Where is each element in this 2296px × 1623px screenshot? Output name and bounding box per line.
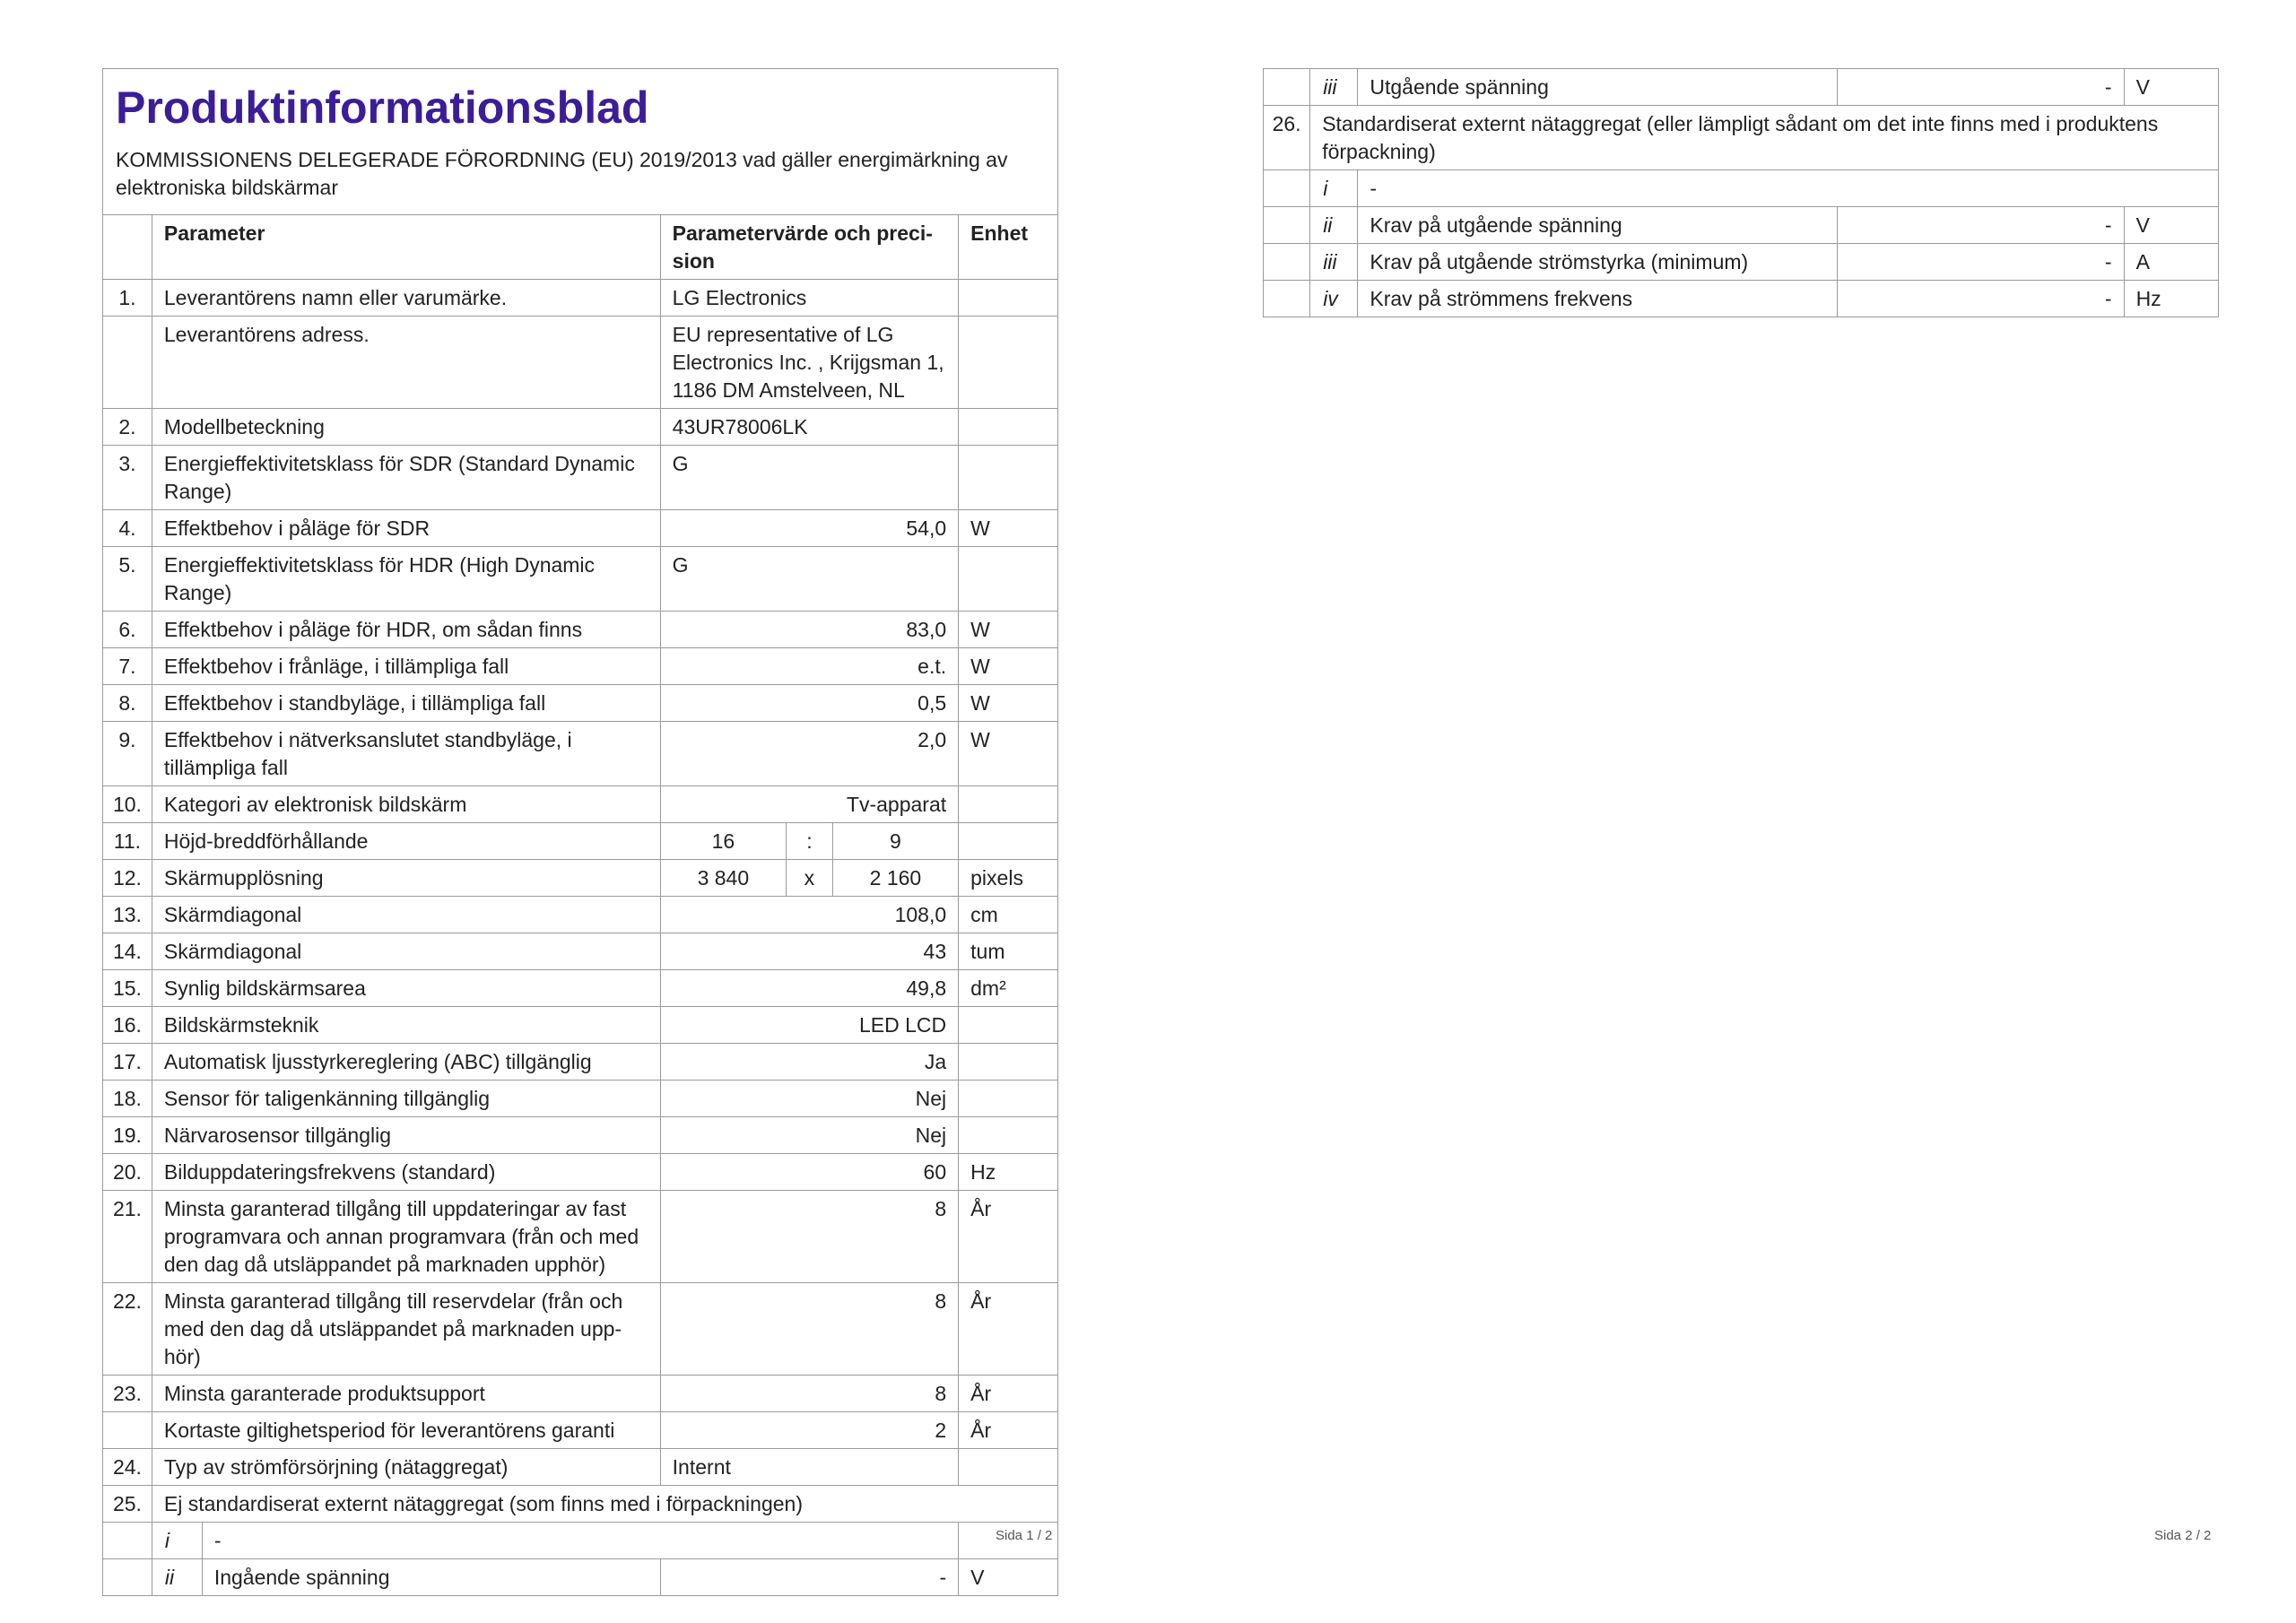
product-info-table-continued	[1263, 68, 2219, 317]
parameter-cell: Närvarosensor tillgänglig	[152, 1117, 660, 1154]
unit-cell: V	[2124, 69, 2218, 106]
unit-cell	[959, 1081, 1058, 1117]
unit-cell: Hz	[959, 1154, 1058, 1191]
unit-cell: cm	[959, 897, 1058, 933]
row-number: 16.	[103, 1007, 152, 1044]
value-cell: Ja	[660, 1044, 958, 1081]
value-cell: 54,0	[660, 510, 958, 547]
value-cell: 8	[660, 1191, 958, 1283]
parameter-cell: Krav på utgående strömstyrka (minimum)	[1358, 244, 1838, 281]
row-number: 17.	[103, 1044, 152, 1081]
parameter-cell: Utgående spänning	[1358, 69, 1838, 106]
row-number: 5.	[103, 547, 152, 612]
parameter-cell: Typ av strömförsörjning (nätaggregat)	[152, 1449, 660, 1486]
unit-cell	[959, 1007, 1058, 1044]
unit-cell: År	[959, 1412, 1058, 1449]
unit-cell: A	[2124, 244, 2218, 281]
value-cell: 43	[660, 933, 958, 970]
row-number: 4.	[103, 510, 152, 547]
parameter-cell: Leverantörens namn eller varumärke.	[152, 280, 660, 317]
parameter-cell: Effektbehov i standbyläge, i tillämpliga fall	[152, 685, 660, 722]
parameter-cell: Leverantörens adress.	[152, 317, 660, 409]
parameter-cell: Standardiserat externt nätaggregat (eller lämpligt sådant om det inte finns med i produktens förpackning)	[1310, 106, 2219, 170]
unit-cell	[959, 547, 1058, 612]
row-number: 6.	[103, 612, 152, 648]
row-number: 20.	[103, 1154, 152, 1191]
parameter-cell: Skärmdiagonal	[152, 933, 660, 970]
row-number: 15.	[103, 970, 152, 1007]
value-cell: -	[1838, 69, 2124, 106]
product-info-table	[102, 68, 1058, 1596]
unit-cell: V	[959, 1559, 1058, 1596]
unit-cell	[959, 1449, 1058, 1486]
value-cell: 60	[660, 1154, 958, 1191]
table-row	[103, 510, 1058, 547]
unit-cell: W	[959, 648, 1058, 685]
table-row	[103, 685, 1058, 722]
page-1	[102, 68, 1058, 1596]
parameter-cell: Minsta garanterade produktsupport	[152, 1376, 660, 1412]
row-number: 18.	[103, 1081, 152, 1117]
row-number: 11.	[103, 823, 152, 860]
document-subtitle: KOMMISSIONENS DELEGERADE FÖRORDNING (EU) 2019/2013 vad gäller energimärkning av elektroniska bildskärmar	[116, 148, 1008, 199]
parameter-cell: -	[1358, 170, 2219, 207]
table-row	[103, 1117, 1058, 1154]
parameter-cell: Energieffektivitetsklass för HDR (High Dynamic Range)	[152, 547, 660, 612]
header-parameter: Parameter	[152, 215, 660, 280]
value-cell: 0,5	[660, 685, 958, 722]
value-cell: LED LCD	[660, 1007, 958, 1044]
row-number-empty	[103, 1559, 152, 1596]
value-cell: e.t.	[660, 648, 958, 685]
parameter-cell: Minsta garanterad tillgång till reservdelar (från och med den dag då utsläppandet på marknaden upp-hör)	[152, 1283, 660, 1376]
row-number-empty	[1264, 207, 1310, 244]
value-part-b: 9	[832, 823, 958, 860]
table-row	[103, 1007, 1058, 1044]
unit-cell	[959, 1117, 1058, 1154]
value-cell: -	[1838, 281, 2124, 317]
table-row	[103, 409, 1058, 446]
table-row	[1264, 106, 2219, 170]
unit-cell: År	[959, 1376, 1058, 1412]
row-number: 26.	[1264, 106, 1310, 170]
table-row	[1264, 170, 2219, 207]
table-row	[103, 897, 1058, 933]
value-cell: 49,8	[660, 970, 958, 1007]
unit-cell	[959, 1044, 1058, 1081]
table-row	[103, 823, 1058, 860]
row-number: 14.	[103, 933, 152, 970]
table-row	[103, 612, 1058, 648]
row-number: 12.	[103, 860, 152, 897]
row-number: 13.	[103, 897, 152, 933]
value-separator: :	[787, 823, 833, 860]
unit-cell	[959, 317, 1058, 409]
sub-index: i	[152, 1523, 202, 1559]
parameter-cell: Kortaste giltighetsperiod för leverantörens garanti	[152, 1412, 660, 1449]
table-row	[103, 933, 1058, 970]
sub-index: ii	[152, 1559, 202, 1596]
row-number: 22.	[103, 1283, 152, 1376]
value-cell: -	[660, 1559, 958, 1596]
row-number: 19.	[103, 1117, 152, 1154]
unit-cell	[959, 280, 1058, 317]
sub-index: iii	[1310, 69, 1358, 106]
value-cell: 43UR78006LK	[660, 409, 958, 446]
table-row	[103, 1154, 1058, 1191]
unit-cell: W	[959, 510, 1058, 547]
parameter-cell: Modellbeteckning	[152, 409, 660, 446]
header-unit: Enhet	[959, 215, 1058, 280]
row-number: 7.	[103, 648, 152, 685]
table-row	[103, 1283, 1058, 1376]
parameter-cell: Ingående spänning	[202, 1559, 660, 1596]
table-row	[103, 1412, 1058, 1449]
unit-cell: dm²	[959, 970, 1058, 1007]
value-cell: 2,0	[660, 722, 958, 786]
row-number: 24.	[103, 1449, 152, 1486]
unit-cell: pixels	[959, 860, 1058, 897]
table-row	[1264, 69, 2219, 106]
header-number	[103, 215, 152, 280]
sub-index: ii	[1310, 207, 1358, 244]
parameter-cell: Bildskärmsteknik	[152, 1007, 660, 1044]
table-row	[103, 446, 1058, 510]
parameter-cell: Effektbehov i påläge för SDR	[152, 510, 660, 547]
parameter-cell: Synlig bildskärmsarea	[152, 970, 660, 1007]
table-row	[103, 970, 1058, 1007]
unit-cell: V	[2124, 207, 2218, 244]
row-number-empty	[1264, 170, 1310, 207]
table-row	[103, 1523, 1058, 1559]
row-number-empty	[1264, 281, 1310, 317]
value-cell: 2	[660, 1412, 958, 1449]
table-row	[103, 860, 1058, 897]
table-row	[103, 648, 1058, 685]
unit-cell	[959, 409, 1058, 446]
parameter-cell: Energieffektivitetsklass för SDR (Standard Dynamic Range)	[152, 446, 660, 510]
page-number-2: Sida 2 / 2	[2154, 1528, 2212, 1543]
parameter-cell: Sensor för taligenkänning tillgänglig	[152, 1081, 660, 1117]
row-number-empty	[1264, 244, 1310, 281]
table-row	[103, 1081, 1058, 1117]
table-row	[103, 1191, 1058, 1283]
parameter-cell: Krav på utgående spänning	[1358, 207, 1838, 244]
unit-cell	[959, 786, 1058, 823]
sub-index: iii	[1310, 244, 1358, 281]
table-row	[103, 547, 1058, 612]
page-number-1: Sida 1 / 2	[996, 1528, 1053, 1543]
unit-cell: År	[959, 1191, 1058, 1283]
value-cell: Tv-apparat	[660, 786, 958, 823]
table-row	[1264, 207, 2219, 244]
table-row	[103, 1559, 1058, 1596]
row-number: 21.	[103, 1191, 152, 1283]
value-cell: -	[1838, 244, 2124, 281]
parameter-cell: Skärmupplösning	[152, 860, 660, 897]
value-cell: LG Electronics	[660, 280, 958, 317]
unit-cell: W	[959, 685, 1058, 722]
sub-index: i	[1310, 170, 1358, 207]
table-row	[103, 317, 1058, 409]
table-row	[103, 1449, 1058, 1486]
table-row	[103, 1044, 1058, 1081]
value-cell: G	[660, 446, 958, 510]
table-row	[1264, 244, 2219, 281]
parameter-cell: Automatisk ljusstyrkereglering (ABC) tillgänglig	[152, 1044, 660, 1081]
value-cell: -	[1838, 207, 2124, 244]
row-number	[103, 317, 152, 409]
row-number: 8.	[103, 685, 152, 722]
row-number: 25.	[103, 1486, 152, 1523]
unit-cell	[959, 823, 1058, 860]
unit-cell	[959, 446, 1058, 510]
table-row	[103, 786, 1058, 823]
parameter-cell: Bilduppdateringsfrekvens (standard)	[152, 1154, 660, 1191]
value-cell: 83,0	[660, 612, 958, 648]
unit-cell: W	[959, 612, 1058, 648]
table-row	[103, 1486, 1058, 1523]
value-separator: x	[787, 860, 833, 897]
row-number: 1.	[103, 280, 152, 317]
unit-cell: W	[959, 722, 1058, 786]
row-number-empty	[103, 1523, 152, 1559]
row-number: 9.	[103, 722, 152, 786]
value-part-a: 16	[660, 823, 786, 860]
row-number: 23.	[103, 1376, 152, 1412]
parameter-cell: Effektbehov i frånläge, i tillämpliga fall	[152, 648, 660, 685]
unit-cell: tum	[959, 933, 1058, 970]
parameter-cell: Höjd-breddförhållande	[152, 823, 660, 860]
row-number: 3.	[103, 446, 152, 510]
value-cell: G	[660, 547, 958, 612]
value-cell: 108,0	[660, 897, 958, 933]
parameter-cell: Krav på strömmens frekvens	[1358, 281, 1838, 317]
table-row	[103, 722, 1058, 786]
parameter-cell: Kategori av elektronisk bildskärm	[152, 786, 660, 823]
unit-cell: År	[959, 1283, 1058, 1376]
header-cell	[103, 69, 1058, 215]
sub-index: iv	[1310, 281, 1358, 317]
table-row	[103, 280, 1058, 317]
parameter-cell: Skärmdiagonal	[152, 897, 660, 933]
value-cell: 8	[660, 1283, 958, 1376]
value-cell: EU representative of LG Electronics Inc. , Krijgsman 1, 1186 DM Amstelveen, NL	[660, 317, 958, 409]
document-title: Produktinformationsblad	[116, 82, 649, 133]
row-number: 2.	[103, 409, 152, 446]
value-part-b: 2 160	[832, 860, 958, 897]
unit-cell: Hz	[2124, 281, 2218, 317]
value-cell: Nej	[660, 1117, 958, 1154]
value-cell: Internt	[660, 1449, 958, 1486]
row-number: 10.	[103, 786, 152, 823]
page-2	[1263, 68, 2219, 317]
parameter-cell: Effektbehov i nätverksanslutet standbyläge, i tillämpliga fall	[152, 722, 660, 786]
parameter-cell: -	[202, 1523, 958, 1559]
parameter-cell: Ej standardiserat externt nätaggregat (som finns med i förpackningen)	[152, 1486, 1057, 1523]
header-value: Parametervärde och preci-sion	[660, 215, 958, 280]
parameter-cell: Effektbehov i påläge för HDR, om sådan finns	[152, 612, 660, 648]
value-part-a: 3 840	[660, 860, 786, 897]
value-cell: 8	[660, 1376, 958, 1412]
parameter-cell: Minsta garanterad tillgång till uppdateringar av fast programvara och annan programvara (från och med den dag då utsläppandet på marknaden upphör)	[152, 1191, 660, 1283]
row-number	[103, 1412, 152, 1449]
table-row	[1264, 281, 2219, 317]
table-header-row	[103, 215, 1058, 280]
table-row	[103, 1376, 1058, 1412]
value-cell: Nej	[660, 1081, 958, 1117]
